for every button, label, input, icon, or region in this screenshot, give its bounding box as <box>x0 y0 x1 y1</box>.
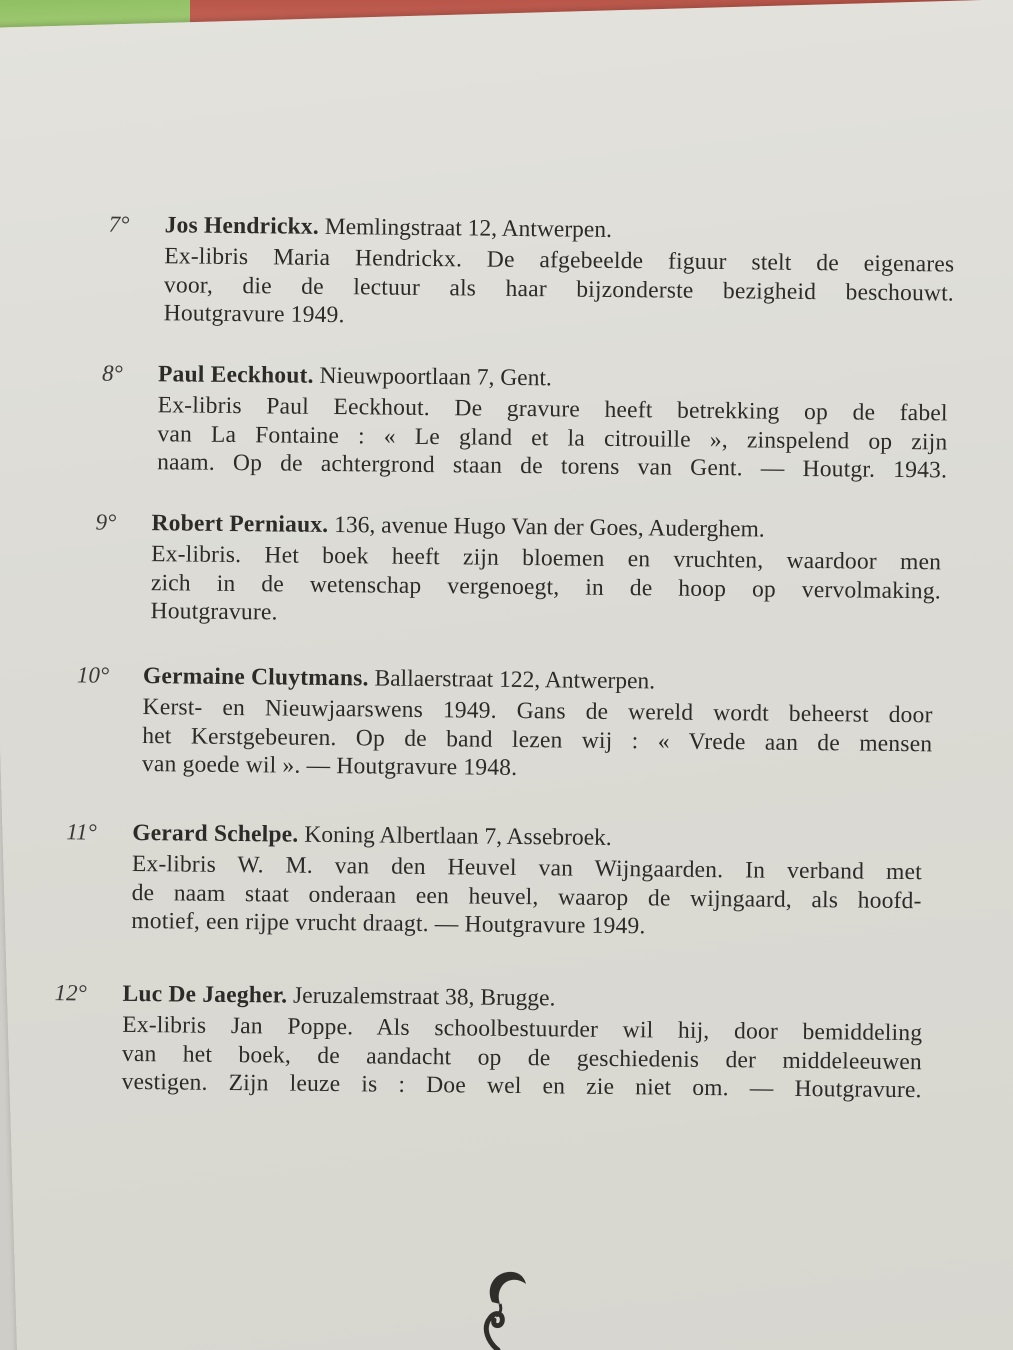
artist-name: Germaine Cluytmans. <box>142 663 369 692</box>
artist-name: Jos Hendrickx. <box>164 212 320 240</box>
artist-address: Memlingstraat 12, Antwerpen. <box>324 213 613 243</box>
description-line: Houtgravure. <box>150 598 278 626</box>
description-line: Ex-libris Maria Hendrickx. De afgebeelde figuur stelt de eigenares <box>164 243 955 278</box>
artist-address: Jeruzalemstraat 38, Brugge. <box>292 982 556 1012</box>
description-line: Ex-libris Paul Eeckhout. De gravure heeft betrekking op de fabel <box>157 392 948 427</box>
description-line: Kerst- en Nieuwjaarswens 1949. Gans de wereld wordt beheerst door <box>142 694 933 729</box>
entry-heading <box>122 980 922 1016</box>
description-line: het Kerstgebeuren. Op de band lezen wij : « Vrede aan de mensen <box>142 722 933 757</box>
description-line: vestigen. Zijn leuze is : Doe wel en zie niet om. — Houtgravure. <box>121 1068 922 1104</box>
entry-number: 8° <box>101 360 123 386</box>
description-line: van goede wil ». — Houtgravure 1948. <box>141 751 518 781</box>
entry-number: 11° <box>66 819 97 845</box>
catalog-entry-11 <box>66 819 923 944</box>
entry-description <box>122 1011 923 1105</box>
description-line: zich in de wetenschap vergenoegt, in de hoop op vervolmaking. <box>150 569 941 604</box>
entry-heading <box>132 819 922 855</box>
entry-description <box>150 540 941 634</box>
description-line: Ex-libris Jan Poppe. Als schoolbestuurder wil hij, door bemiddeling <box>122 1011 923 1047</box>
artist-address: Nieuwpoortlaan 7, Gent. <box>319 362 552 392</box>
description-line: Ex-libris. Het boek heeft zijn bloemen en vruchten, waardoor men <box>151 541 942 576</box>
catalog-entry-8 <box>101 360 948 485</box>
entry-number: 12° <box>54 980 87 1006</box>
entry-heading <box>151 509 941 545</box>
catalog-entry-7 <box>108 211 955 336</box>
artist-name: Robert Perniaux. <box>151 510 329 538</box>
entry-description <box>131 850 922 944</box>
artist-address: Ballaerstraat 122, Antwerpen. <box>374 665 656 695</box>
description-line: Houtgravure 1949. <box>163 300 345 329</box>
artist-name: Gerard Schelpe. <box>132 819 299 848</box>
entry-heading <box>143 662 933 698</box>
catalog-entry-12 <box>54 980 923 1105</box>
description-line: van het boek, de aandacht op de geschiedenis der middeleeuwen <box>121 1040 923 1075</box>
description-line: motief, een rijpe vrucht draagt. — Houtgravure 1949. <box>131 907 646 940</box>
artist-name: Luc De Jaegher. <box>122 980 288 1009</box>
catalog-entry-9 <box>95 509 942 634</box>
description-line: van La Fontaine : « Le gland et la citrouille », zinspelend op zijn <box>157 420 948 455</box>
description-line: naam. Op de achtergrond staan de torens van Gent. — Houtgr. 1943. <box>157 449 948 484</box>
entry-number: 10° <box>76 662 110 688</box>
description-line: voor, die de lectuur als haar bijzonderste bezigheid beschouwt. <box>163 271 955 307</box>
entry-number: 7° <box>108 211 130 237</box>
entry-heading <box>164 211 954 247</box>
catalog-entry-10 <box>76 662 933 787</box>
entry-description <box>157 391 948 485</box>
entry-description <box>164 242 955 336</box>
entry-heading <box>158 360 948 396</box>
engraved-flourish-icon <box>452 1262 542 1350</box>
entry-description <box>142 693 933 787</box>
artist-address: 136, avenue Hugo Van der Goes, Auderghem. <box>334 512 765 543</box>
artist-address: Koning Albertlaan 7, Assebroek. <box>304 821 612 851</box>
entry-number: 9° <box>95 509 117 535</box>
artist-name: Paul Eeckhout. <box>157 361 314 389</box>
description-line: Ex-libris W. M. van den Heuvel van Wijngaarden. In verband met <box>131 850 923 886</box>
description-line: de naam staat onderaan een heuvel, waarop de wijngaard, als hoofd- <box>131 879 922 914</box>
